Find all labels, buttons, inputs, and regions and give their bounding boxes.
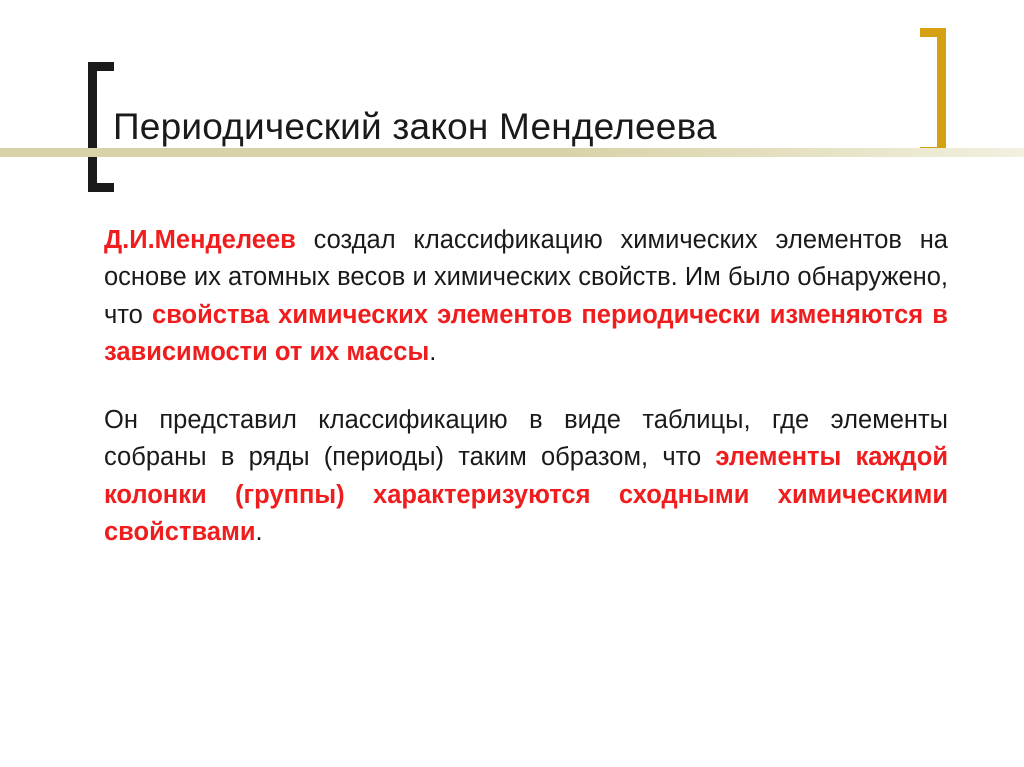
text-run: Д.И.Менделеев <box>104 226 296 254</box>
decorative-bracket-right <box>920 28 946 156</box>
text-run: . <box>429 338 437 367</box>
title-divider-rule <box>0 148 1024 157</box>
text-run: . <box>255 518 263 547</box>
text-run: свойства химических элементов периодически изменяются в зависимости от их массы <box>104 300 948 367</box>
paragraph-1 <box>104 222 948 372</box>
text-run: создал классификацию химических элементов на основе их атомных весов и химических свойств. Им было обнаружено, что <box>104 226 948 329</box>
text-run: элементы каждой колонки (группы) характеризуются сходными химическими свойствами <box>104 443 948 547</box>
decorative-bracket-left <box>88 62 114 192</box>
page-title: Периодический закон Менделеева <box>113 105 717 147</box>
slide-body <box>104 222 948 552</box>
paragraph-2 <box>104 402 948 552</box>
text-run: Он представил классификацию в виде таблицы, где элементы собраны в ряды (периоды) таким образом, что <box>104 405 948 472</box>
